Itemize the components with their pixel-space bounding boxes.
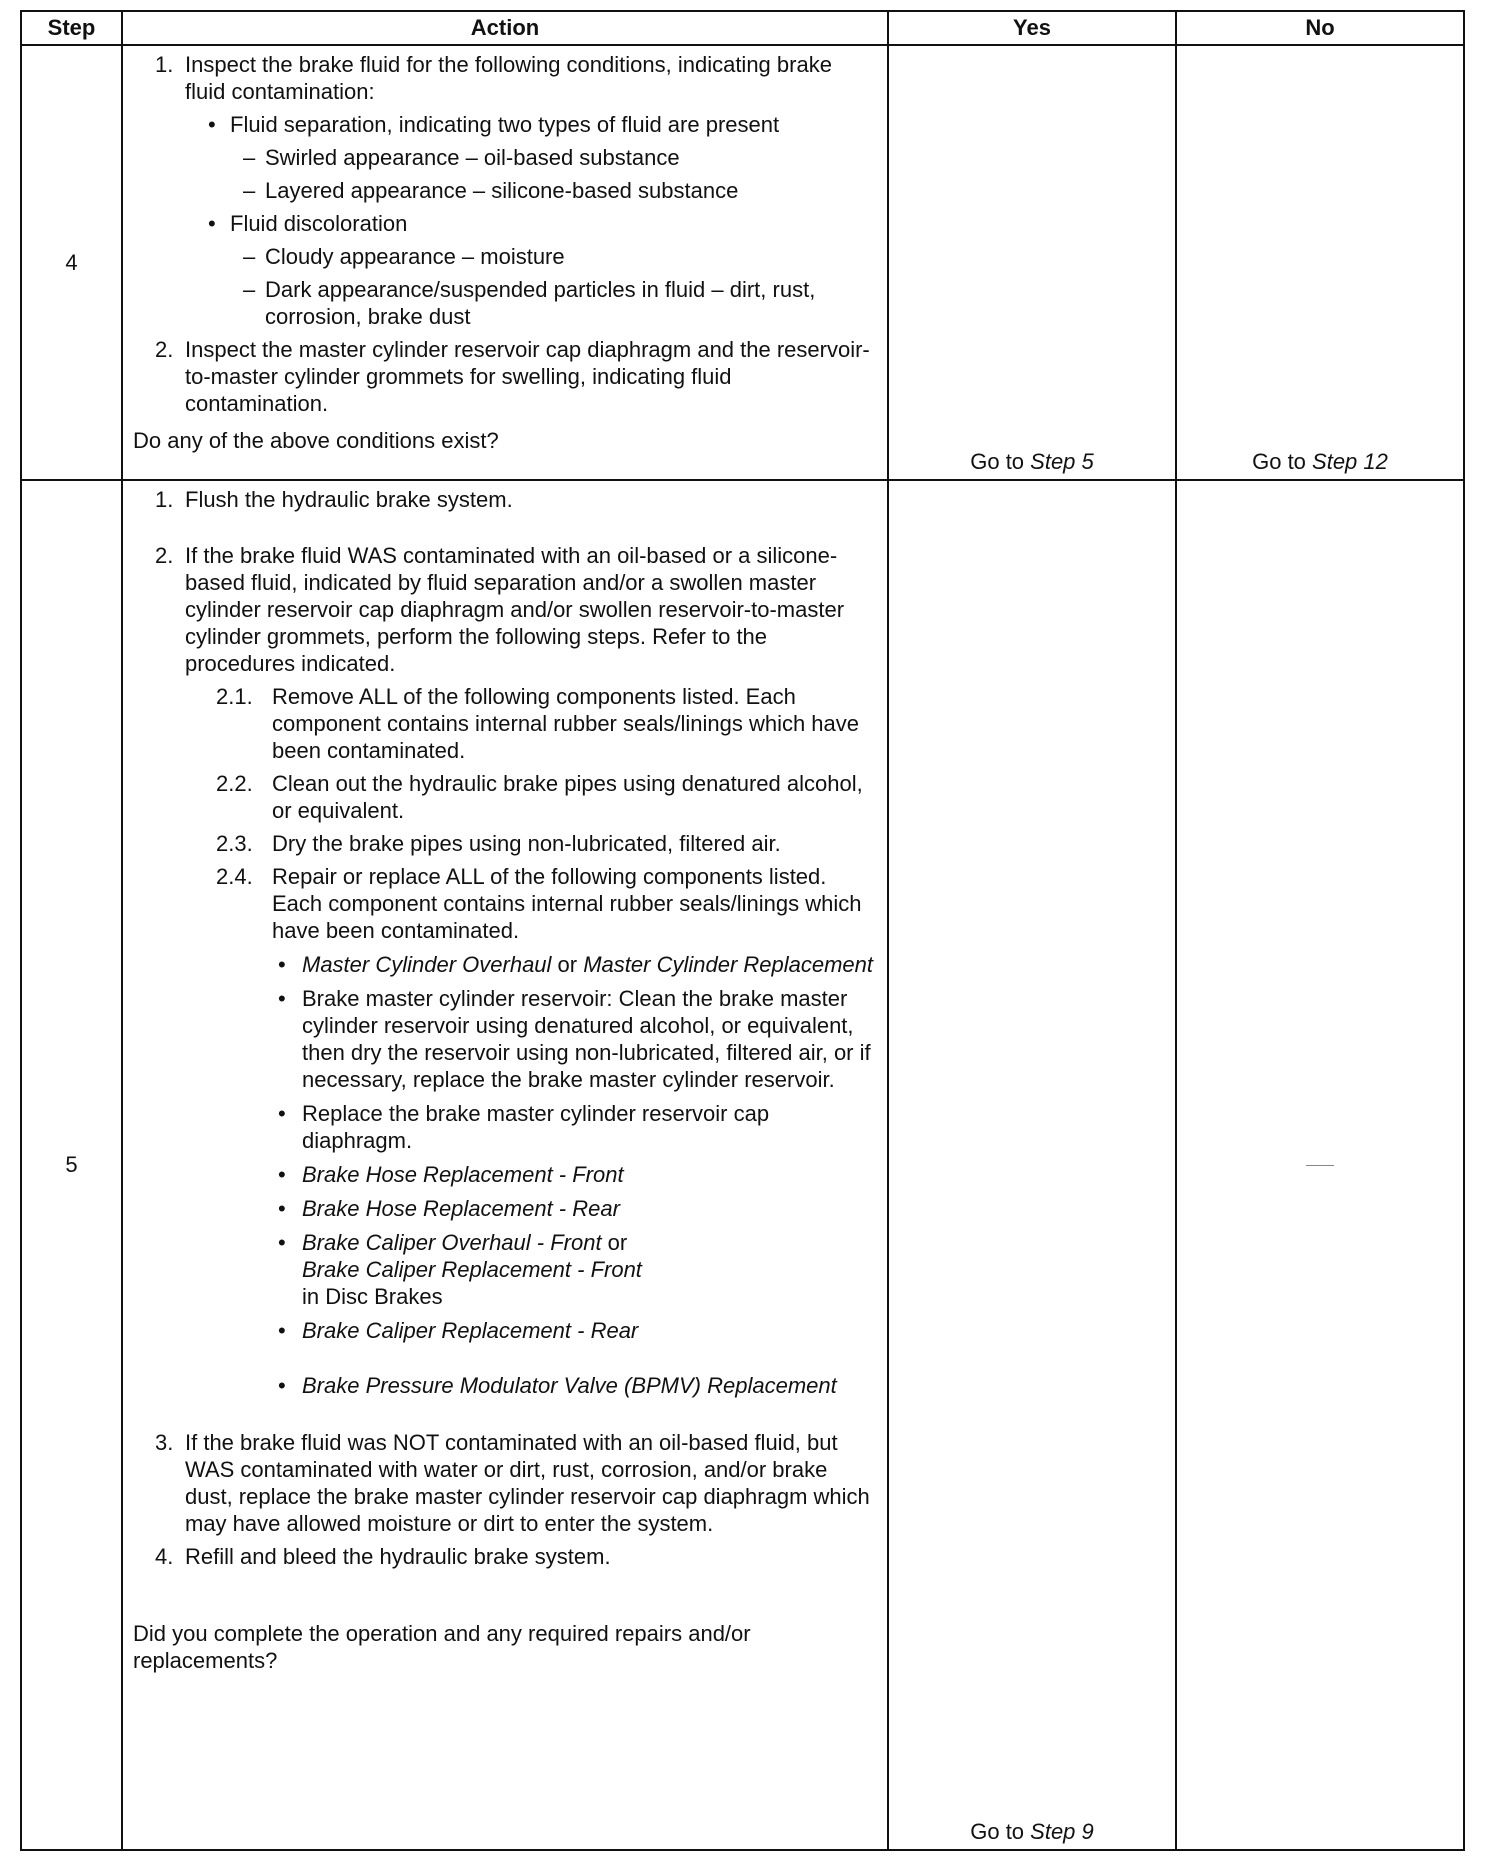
- bullet-mark: •: [278, 952, 286, 977]
- item-text: Flush the hydraulic brake system.: [185, 487, 513, 512]
- list-item: [155, 336, 877, 417]
- header-row: [21, 11, 1464, 45]
- item-number: 1.: [155, 52, 174, 77]
- yes-prefix: Go to: [970, 1819, 1031, 1844]
- dash-text: Swirled appearance – oil-based substance: [265, 145, 680, 170]
- dash-mark: –: [243, 178, 256, 203]
- sub-item: [216, 770, 877, 824]
- component-link[interactable]: Brake Hose Replacement - Front: [302, 1162, 624, 1187]
- component-item: [278, 1372, 877, 1399]
- bullet-mark: •: [278, 1373, 286, 1398]
- item-text: Refill and bleed the hydraulic brake system.: [185, 1544, 611, 1569]
- dash-mark: –: [243, 244, 256, 269]
- item-number: 2.: [155, 337, 174, 362]
- bullet-text: Fluid separation, indicating two types of fluid are present: [230, 112, 780, 137]
- list-item: [155, 51, 877, 105]
- sub-text: Remove ALL of the following components listed. Each component contains internal rubber seals/linings which have been contaminated.: [272, 684, 860, 763]
- item-number: 3.: [155, 1430, 174, 1455]
- yes-cell: [888, 480, 1176, 1850]
- bullet-mark: •: [278, 1196, 286, 1221]
- or-text: or: [551, 952, 584, 977]
- dash-text: Layered appearance – silicone-based substance: [265, 178, 739, 203]
- component-link[interactable]: Master Cylinder Overhaul: [302, 952, 552, 977]
- bullet-mark: •: [278, 1318, 286, 1343]
- sub-text: Dry the brake pipes using non-lubricated, filtered air.: [272, 831, 781, 856]
- list-item: [155, 542, 877, 677]
- bullet-mark: •: [208, 112, 216, 137]
- no-cell: [1176, 45, 1464, 480]
- bullet-item: [208, 111, 877, 138]
- header-no: No: [1176, 11, 1464, 45]
- question-text: Do any of the above conditions exist?: [133, 428, 499, 453]
- dash-text: Cloudy appearance – moisture: [265, 244, 565, 269]
- item-text: If the brake fluid was NOT contaminated with an oil-based fluid, but WAS contaminated with water or dirt, rust, corrosion, and/or brake dust, replace the brake master cylinder reservoir cap diaphragm which may have allowed moisture or dirt to enter the system.: [185, 1430, 870, 1536]
- component-item: [278, 1100, 877, 1154]
- bullet-mark: •: [278, 1162, 286, 1187]
- component-link[interactable]: Brake Pressure Modulator Valve (BPMV) Replacement: [302, 1373, 837, 1398]
- bullet-text: Fluid discoloration: [230, 211, 408, 236]
- list-item: [155, 486, 877, 513]
- sub-item: [216, 863, 877, 944]
- yes-step-link[interactable]: Step 9: [1030, 1819, 1094, 1844]
- dash-item: [243, 144, 877, 171]
- sub-number: 2.2.: [216, 771, 253, 796]
- header-step: Step: [21, 11, 122, 45]
- sub-item: [216, 683, 877, 764]
- header-yes: Yes: [888, 11, 1176, 45]
- bullet-mark: •: [278, 1230, 286, 1255]
- component-item: [278, 951, 877, 978]
- no-prefix: Go to: [1252, 449, 1313, 474]
- empty-dash: [1306, 1165, 1334, 1166]
- header-action: Action: [122, 11, 888, 45]
- table-row-step-4: [21, 45, 1464, 480]
- component-link[interactable]: Brake Caliper Replacement - Front: [302, 1257, 642, 1282]
- component-text: Brake master cylinder reservoir: Clean the brake master cylinder reservoir using denatured alcohol, or equivalent, then dry the reservoir using non-lubricated, filtered air, or if necessary, replace the brake master cylinder reservoir.: [302, 986, 871, 1092]
- item-number: 4.: [155, 1544, 174, 1569]
- no-cell: [1176, 480, 1464, 1850]
- sub-item: [216, 830, 877, 857]
- sub-text: Repair or replace ALL of the following components listed. Each component contains internal rubber seals/linings which have been contaminated.: [272, 864, 862, 943]
- bullet-mark: •: [278, 986, 286, 1011]
- action-cell: [122, 45, 888, 480]
- item-text: Inspect the brake fluid for the following conditions, indicating brake fluid contamination:: [185, 52, 832, 104]
- item-number: 2.: [155, 543, 174, 568]
- dash-mark: –: [243, 145, 256, 170]
- yes-prefix: Go to: [970, 449, 1031, 474]
- component-item: [278, 985, 877, 1093]
- no-step-link[interactable]: Step 12: [1312, 449, 1388, 474]
- item-text: Inspect the master cylinder reservoir cap diaphragm and the reservoir-to-master cylinder grommets for swelling, indicating fluid contamination.: [185, 337, 870, 416]
- component-link[interactable]: Brake Hose Replacement - Rear: [302, 1196, 620, 1221]
- question-text: Did you complete the operation and any required repairs and/or replacements?: [133, 1621, 751, 1673]
- dash-text: Dark appearance/suspended particles in fluid – dirt, rust, corrosion, brake dust: [265, 277, 816, 329]
- action-cell: [122, 480, 888, 1850]
- sub-text: Clean out the hydraulic brake pipes using denatured alcohol, or equivalent.: [272, 771, 863, 823]
- dash-item: [243, 276, 877, 330]
- list-item: [155, 1543, 877, 1570]
- or-text: or: [601, 1230, 628, 1255]
- list-item: [155, 1429, 877, 1537]
- component-context: in Disc Brakes: [302, 1284, 443, 1309]
- bullet-mark: •: [208, 211, 216, 236]
- dash-item: [243, 243, 877, 270]
- bullet-item: [208, 210, 877, 237]
- component-link[interactable]: Master Cylinder Replacement: [583, 952, 874, 977]
- yes-step-link[interactable]: Step 5: [1030, 449, 1094, 474]
- table-row-step-5: [21, 480, 1464, 1850]
- item-number: 1.: [155, 487, 174, 512]
- component-item: [278, 1317, 877, 1344]
- item-text: If the brake fluid WAS contaminated with an oil-based or a silicone-based fluid, indicated by fluid separation and/or a swollen master cylinder reservoir cap diaphragm and/or swollen reservoir-to-master cylinder grommets, perform the following steps. Refer to the procedures indicated.: [185, 543, 845, 676]
- component-item: [278, 1229, 877, 1310]
- component-item: [278, 1161, 877, 1188]
- component-link[interactable]: Brake Caliper Replacement - Rear: [302, 1318, 639, 1343]
- sub-number: 2.1.: [216, 684, 253, 709]
- step-number: 5: [21, 480, 122, 1850]
- dash-mark: –: [243, 277, 256, 302]
- yes-cell: [888, 45, 1176, 480]
- diagnostic-table: [20, 10, 1465, 1851]
- step-number: 4: [21, 45, 122, 480]
- component-item: [278, 1195, 877, 1222]
- bullet-mark: •: [278, 1101, 286, 1126]
- dash-item: [243, 177, 877, 204]
- component-text: Replace the brake master cylinder reservoir cap diaphragm.: [302, 1101, 770, 1153]
- sub-number: 2.4.: [216, 864, 253, 889]
- component-link[interactable]: Brake Caliper Overhaul - Front: [302, 1230, 602, 1255]
- sub-number: 2.3.: [216, 831, 253, 856]
